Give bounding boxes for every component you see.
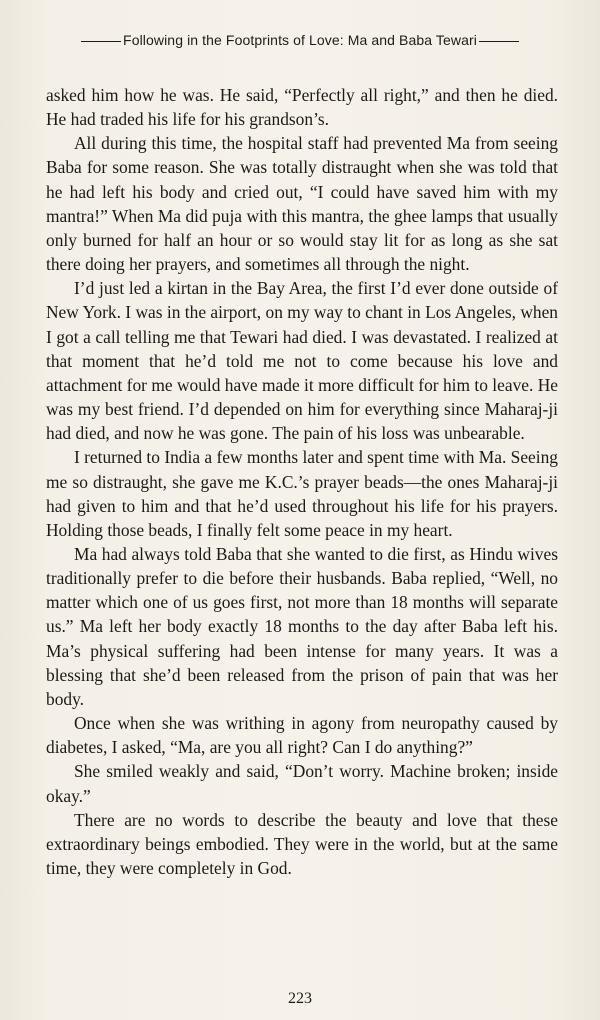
paragraph-continued: asked him how he was. He said, “Perfectly all right,” and then he died. He had traded his life for his grandson’s.: [46, 85, 558, 130]
header-rule-right: [479, 41, 519, 42]
page-number: 223: [288, 990, 312, 1007]
paragraph: All during this time, the hospital staff had prevented Ma from seeing Baba for some reason. She was totally distraught when she was told that he had left his body and cried out, “I could have saved him with my mantra!” When Ma did puja with this mantra, the ghee lamps that usually only burned for half an hour or so would stay lit for as long as she sat there doing her prayers, and sometimes all through the night.: [46, 133, 558, 275]
paragraph: There are no words to describe the beauty and love that these extraordinary beings embodied. They were in the world, but at the same time, they were completely in God.: [46, 809, 558, 878]
running-title: Following in the Footprints of Love: Ma and Baba Tewari: [123, 32, 477, 48]
paragraph: I returned to India a few months later and spent time with Ma. Seeing me so distraught, she gave me K.C.’s prayer beads—the ones Maharaj-ji had given to him and that he’d used throughout his life for his prayers. Holding those beads, I finally felt some peace in my heart.: [46, 447, 558, 540]
paragraph: I’d just led a kirtan in the Bay Area, the first I’d ever done outside of New York. I was in the airport, on my way to chant in Los Angeles, when I got a call telling me that Tewari had died. I was devastated. I realized at that moment that he’d told me not to come because his love and attachment for me would have made it more difficult for him to leave. He was my best friend. I’d depended on him for everything since Maharaj-ji had died, and now he was gone. The pain of his loss was unbearable.: [46, 278, 558, 444]
paragraph: She smiled weakly and said, “Don’t worry. Machine broken; inside okay.”: [46, 761, 558, 806]
body-text: [46, 83, 558, 880]
paragraph: Once when she was writhing in agony from neuropathy caused by diabetes, I asked, “Ma, are you all right? Can I do anything?”: [46, 713, 558, 758]
paragraph: Ma had always told Baba that she wanted to die first, as Hindu wives traditionally prefer to die before their husbands. Baba replied, “Well, no matter which one of us goes first, not more than 18 months will separate us.” Ma left her body exactly 18 months to the day after Baba left his. Ma’s physical suffering had been intense for many years. It was a blessing that she’d been released from the prison of pain that was her body.: [46, 543, 558, 709]
running-header: [40, 32, 560, 48]
header-rule-left: [81, 41, 121, 42]
